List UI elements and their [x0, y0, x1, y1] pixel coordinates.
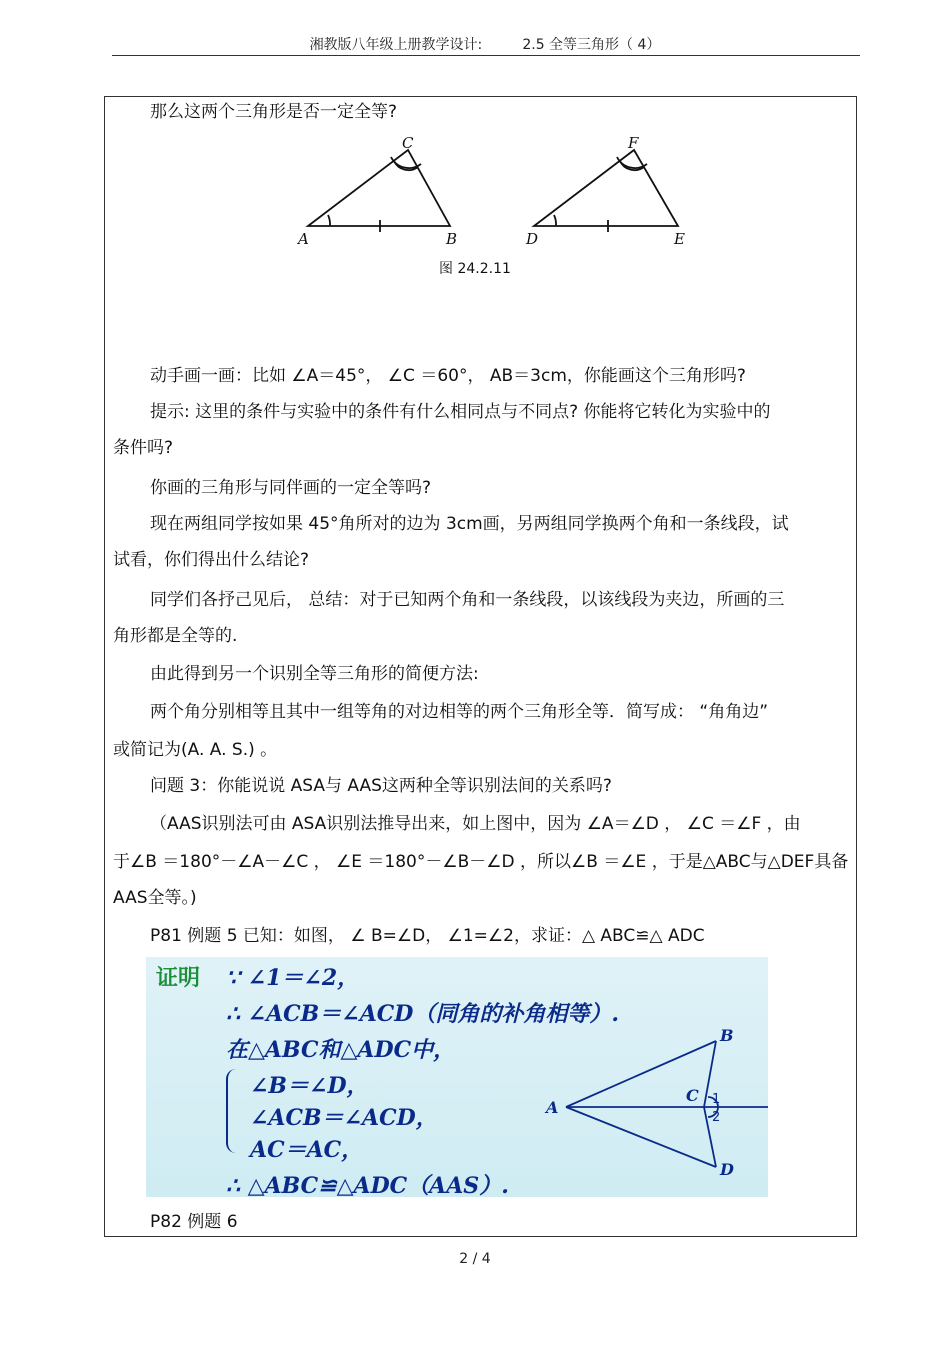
figure-caption: 图 24.2.11 [439, 261, 511, 277]
label-b: B [446, 230, 458, 248]
paragraph-method: 由此得到另一个识别全等三角形的简便方法: [150, 664, 479, 684]
paragraph-groups-2: 试看，你们得出什么结论? [113, 550, 310, 570]
proof-image [146, 957, 768, 1197]
paragraph-hint-2: 条件吗? [113, 438, 174, 458]
paragraph-groups-1: 现在两组同学按如果 45°角所对的边为 3cm画，另两组同学换两个角和一条线段，试 [150, 514, 789, 534]
triangle-def [534, 150, 678, 226]
paragraph-derivation-1: （AAS识别法可由 ASA识别法推导出来，如上图中，因为 ∠A＝∠D ， ∠C ＝∠F ，由 [150, 814, 801, 834]
proof-label-c: C [686, 1086, 699, 1105]
proof-cond-3: AC＝AC， [250, 1137, 364, 1163]
paragraph-example-6: P82 例题 6 [150, 1212, 238, 1232]
paragraph-example-5: P81 例题 5 已知：如图， ∠ B=∠D， ∠1=∠2，求证：△ ABC≌△ ADC [150, 926, 705, 946]
proof-label-a: A [546, 1098, 559, 1117]
proof-brace [226, 1069, 242, 1153]
proof-label-d: D [720, 1160, 734, 1179]
paragraph-question: 那么这两个三角形是否一定全等? [150, 102, 398, 122]
label-f: F [628, 134, 639, 152]
label-e: E [674, 230, 685, 248]
header-title: 湘教版八年级上册教学设计: [309, 37, 483, 53]
segment-ad [566, 1107, 716, 1167]
paragraph-question-3: 问题 3：你能说说 ASA与 AAS这两种全等识别法间的关系吗? [150, 776, 612, 796]
proof-label-1: 1 [712, 1092, 721, 1107]
paragraph-draw: 动手画一画：比如 ∠A＝45°， ∠C ＝60°， AB＝3cm，你能画这个三角形吗? [150, 366, 746, 386]
proof-line-2: ∴ ∠ACB＝∠ACD（同角的补角相等）. [226, 1001, 620, 1027]
paragraph-summary-2: 角形都是全等的. [113, 626, 238, 646]
proof-label-2: 2 [712, 1110, 721, 1125]
label-c: C [402, 134, 414, 152]
proof-line-1: ∵ ∠1＝∠2， [226, 965, 360, 991]
paragraph-summary-1: 同学们各抒己见后， 总结：对于已知两个角和一条线段，以该线段为夹边，所画的三 [150, 590, 785, 610]
angle-d-arc [554, 215, 556, 226]
page-number: 2 / 4 [459, 1251, 491, 1267]
triangle-figure [290, 130, 710, 250]
triangle-abc [308, 150, 450, 226]
paragraph-derivation-3: AAS全等。) [113, 888, 197, 908]
proof-cond-1: ∠B＝∠D， [250, 1073, 369, 1099]
proof-label-b: B [720, 1026, 734, 1045]
proof-title: 证明 [156, 965, 201, 991]
proof-cond-2: ∠ACB＝∠ACD， [250, 1105, 438, 1131]
paragraph-aas-1: 两个角分别相等且其中一组等角的对边相等的两个三角形全等．简写成： “角角边” [150, 702, 769, 722]
proof-line-4: ∴ △ABC≌△ADC（AAS）. [226, 1173, 509, 1197]
page-header [112, 34, 858, 54]
header-divider [112, 55, 860, 56]
paragraph-derivation-2: 于∠B ＝180°－∠A－∠C ， ∠E ＝180°－∠B－∠D ，所以∠B ＝∠E ，于是△ABC与△DEF具备 [113, 852, 849, 872]
label-d: D [526, 230, 539, 248]
paragraph-aas-2: 或简记为(A. A. S.) 。 [113, 740, 278, 760]
proof-figure [536, 1017, 768, 1187]
paragraph-compare: 你画的三角形与同伴画的一定全等吗? [150, 478, 432, 498]
label-a: A [298, 230, 309, 248]
angle-a-arc [328, 215, 330, 226]
header-section: 2.5 全等三角形（ 4） [522, 37, 661, 53]
proof-line-3: 在△ABC和△ADC中， [226, 1037, 456, 1063]
paragraph-hint-1: 提示: 这里的条件与实验中的条件有什么相同点与不同点? 你能将它转化为实验中的 [150, 402, 771, 422]
